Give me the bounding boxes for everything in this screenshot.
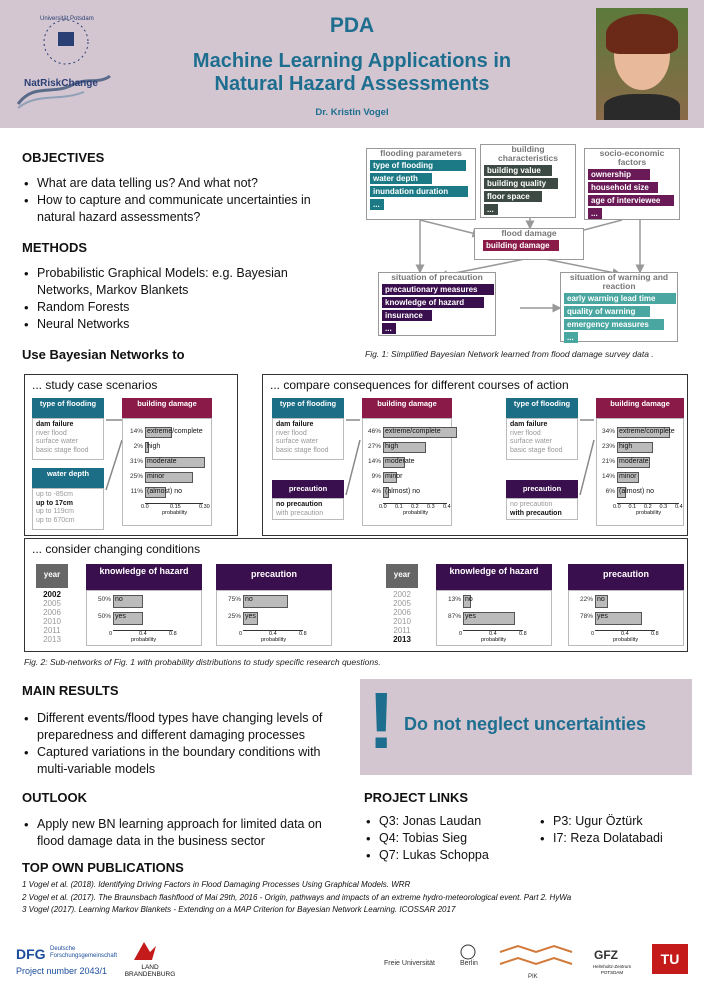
bn-heading: Use Bayesian Networks to — [22, 347, 185, 362]
bar-value-label: 78% — [579, 613, 593, 620]
header-building-damage: building damage — [362, 398, 452, 418]
precaution-states-box — [506, 498, 578, 520]
list-item: • Q7: Lukas Schoppa — [364, 847, 524, 864]
header-year: year — [386, 564, 418, 588]
precaution-states-box — [272, 498, 344, 520]
list-item: • What are data telling us? And what not? — [22, 175, 332, 192]
pik-logo: PIK — [528, 974, 538, 980]
author-photo — [596, 8, 688, 120]
x-tick-label: 0.0 — [613, 504, 621, 510]
year-list — [36, 590, 68, 644]
chart-bar: extreme/complete — [617, 427, 670, 438]
panel-title: ... study case scenarios — [32, 378, 158, 392]
fig2-caption: Fig. 2: Sub-networks of Fig. 1 with probability distributions to study specific research questions. — [24, 657, 381, 667]
year-selected: 2002 — [43, 590, 61, 599]
state: basic stage flood — [36, 446, 89, 454]
state: surface water — [276, 438, 319, 445]
state: river flood — [36, 429, 67, 437]
node-tag: ... — [382, 323, 396, 334]
node-flood-damage — [474, 228, 584, 260]
objectives-list — [22, 175, 332, 226]
dfg-logo: DFG — [16, 946, 46, 962]
flood-states-box — [32, 418, 104, 460]
flood-states-box — [506, 418, 578, 460]
chart-bar: extreme/complete — [145, 427, 172, 438]
node-tag: water depth — [370, 173, 432, 184]
author: Dr. Kristin Vogel — [315, 107, 389, 118]
node-flooding-parameters — [366, 148, 476, 220]
list-item: • Q3: Jonas Laudan — [364, 813, 524, 830]
year: 2011 — [43, 626, 61, 635]
bar-value-label: 46% — [367, 428, 381, 435]
year: 2006 — [393, 608, 411, 617]
x-tick-label: 0.4 — [489, 631, 497, 637]
bar-value-label: 14% — [367, 458, 381, 465]
flood-states-box — [272, 418, 344, 460]
state: basic stage flood — [276, 446, 329, 454]
x-tick-label: 0.3 — [659, 504, 668, 510]
state-selected: dam failure — [510, 421, 548, 428]
x-tick-label: 0.2 — [644, 504, 652, 510]
x-axis-label: probability — [131, 637, 157, 643]
node-building-characteristics — [480, 144, 576, 218]
chart-bar: moderate — [145, 457, 205, 468]
outlook-list — [22, 816, 352, 850]
header-precaution: precaution — [568, 564, 684, 590]
panel-title: ... consider changing conditions — [32, 542, 201, 556]
bar-value-label: 21% — [601, 458, 615, 465]
list-item: • How to capture and communicate uncertainties in natural hazard assessments? — [22, 192, 332, 226]
fu-seal-icon — [456, 944, 480, 960]
chart-bar: extreme/complete — [383, 427, 457, 438]
chart-knowledge-2002 — [86, 590, 202, 646]
node-tag: ... — [484, 204, 498, 215]
x-tick-label: 0 — [591, 631, 595, 637]
bar-value-label: 14% — [601, 473, 615, 480]
methods-list — [22, 265, 292, 333]
chart-study-case — [122, 418, 212, 526]
node-situation-precaution — [378, 272, 496, 336]
chart-bar: (almost) no — [383, 487, 389, 498]
x-axis-label: probability — [636, 510, 662, 516]
chart-bar: high — [383, 442, 426, 453]
tu-logo: TU — [652, 944, 688, 974]
year: 2013 — [43, 635, 61, 644]
node-title: situation of precaution — [391, 272, 483, 282]
panel-title: ... compare consequences for different courses of action — [270, 378, 569, 392]
state-selected: dam failure — [36, 421, 74, 428]
node-tag: early warning lead time — [564, 293, 676, 304]
publications-list — [22, 879, 692, 917]
dfg-subtitle: Deutsche Forschungsgemeinschaft — [50, 946, 118, 959]
x-tick-label: 0.30 — [199, 504, 210, 510]
results-list — [22, 710, 352, 778]
list-item: • Different events/flood types have changing levels of preparedness and different damaging processes — [22, 710, 352, 744]
header-knowledge: knowledge of hazard — [86, 564, 202, 590]
header-type-of-flooding: type of flooding — [506, 398, 578, 418]
list-item: • Neural Networks — [22, 316, 292, 333]
chart-bar: no — [463, 595, 471, 608]
x-tick-label: 0.0 — [141, 504, 149, 510]
state-selected: with precaution — [510, 509, 562, 517]
chart-knowledge-2013 — [436, 590, 552, 646]
publication: 1 Vogel et al. (2018). Identifying Driving Factors in Flood Damaging Processes Using Graphical Models. WRR — [22, 880, 411, 889]
outlook-heading: OUTLOOK — [22, 790, 87, 805]
state: up to 670cm — [36, 516, 75, 524]
chart-bar: (almost) no — [145, 487, 166, 498]
links-list-2 — [538, 813, 698, 847]
year: 2002 — [393, 590, 411, 599]
node-title: building characteristics — [497, 144, 558, 163]
chart-bar: (almost) no — [617, 487, 626, 498]
node-tag: age of interviewee — [588, 195, 674, 206]
year: 2006 — [43, 608, 61, 617]
land-brandenburg-logo: LAND BRANDENBURG — [124, 964, 176, 978]
node-tag: floor space — [484, 191, 542, 202]
x-tick-label: 0.4 — [443, 504, 451, 510]
x-tick-label: 0.8 — [169, 631, 177, 637]
bar-value-label: 14% — [129, 428, 143, 435]
list-item: • Q4: Tobias Sieg — [364, 830, 524, 847]
callout-text: Do not neglect uncertainties — [404, 714, 647, 734]
year-list — [386, 590, 418, 644]
chart-precaution-2002 — [216, 590, 332, 646]
pik-logo-icon — [498, 942, 578, 972]
chart-bar: high — [145, 442, 149, 453]
node-socio-economic — [584, 148, 680, 220]
chart-no-precaution — [362, 418, 452, 526]
bar-value-label: 2% — [133, 443, 143, 450]
x-tick-label: 0 — [459, 631, 463, 637]
callout-box — [360, 676, 692, 775]
node-tag: knowledge of hazard — [382, 297, 484, 308]
x-tick-label: 0 — [239, 631, 243, 637]
state-selected: up to 17cm — [36, 499, 73, 507]
state: with precaution — [276, 509, 324, 517]
state-selected: no precaution — [276, 501, 323, 508]
state-selected: dam failure — [276, 421, 314, 428]
gfz-logo: GFZ — [594, 948, 618, 962]
year: 2005 — [393, 599, 411, 608]
list-item: • P3: Ugur Öztürk — [538, 813, 698, 830]
header-precaution: precaution — [506, 480, 578, 498]
state: up to -85cm — [36, 491, 73, 498]
bar-value-label: 50% — [97, 613, 111, 620]
exclamation-icon: ! — [368, 676, 395, 765]
node-tag: quality of warning — [564, 306, 650, 317]
node-tag: insurance — [382, 310, 432, 321]
year: 2010 — [43, 617, 61, 626]
header-knowledge: knowledge of hazard — [436, 564, 552, 590]
results-heading: MAIN RESULTS — [22, 683, 119, 698]
x-axis-label: probability — [162, 510, 188, 516]
chart-bar: moderate — [617, 457, 650, 468]
brandenburg-eagle-icon — [130, 938, 160, 964]
bar-value-label: 34% — [601, 428, 615, 435]
list-item: • Apply new BN learning approach for limited data on flood damage data in the business sector — [22, 816, 352, 850]
links-list — [364, 813, 524, 864]
logo-text: NatRiskChange — [24, 78, 98, 89]
bar-value-label: 23% — [601, 443, 615, 450]
year: 2005 — [43, 599, 61, 608]
node-title: flooding parameters — [380, 148, 462, 158]
header-year: year — [36, 564, 68, 588]
chart-bar: no — [595, 595, 608, 608]
node-tag: building quality — [484, 178, 558, 189]
objectives-heading: OBJECTIVES — [22, 150, 105, 165]
state: basic stage flood — [510, 446, 563, 454]
state: up to 119cm — [36, 508, 75, 515]
publication: 3 Vogel (2017). Learning Markov Blankets - Extending on a MAP Criterion for Bayesian Network Learning. ICOSSAR 2017 — [22, 905, 456, 914]
x-tick-label: 0.4 — [621, 631, 629, 637]
bar-value-label: 75% — [227, 596, 241, 603]
node-tag: ... — [564, 332, 578, 343]
list-item: • Random Forests — [22, 299, 292, 316]
bar-value-label: 4% — [371, 488, 381, 495]
year: 2011 — [393, 626, 411, 635]
x-tick-label: 0.1 — [395, 504, 403, 510]
header-building-damage: building damage — [122, 398, 212, 418]
list-item: • I7: Reza Dolatabadi — [538, 830, 698, 847]
node-tag: building value — [484, 165, 552, 176]
depth-states-box — [32, 488, 104, 530]
fu-logo-city: Berlin — [460, 960, 478, 967]
page-title: Machine Learning Applications in — [192, 50, 512, 72]
state: river flood — [510, 429, 541, 437]
year: 2010 — [393, 617, 411, 626]
x-tick-label: 0.3 — [427, 504, 435, 510]
x-axis-label: probability — [403, 510, 429, 516]
bar-value-label: 27% — [367, 443, 381, 450]
chart-bar: high — [617, 442, 653, 453]
node-tag: household size — [588, 182, 658, 193]
bar-value-label: 6% — [605, 488, 615, 495]
x-tick-label: 0.8 — [651, 631, 659, 637]
x-tick-label: 0.4 — [139, 631, 147, 637]
node-tag: ownership — [588, 169, 650, 180]
x-axis-label: probability — [481, 637, 507, 643]
node-tag: building damage — [483, 240, 559, 251]
bar-value-label: 13% — [447, 596, 461, 603]
header-type-of-flooding: type of flooding — [272, 398, 344, 418]
publications-heading: TOP OWN PUBLICATIONS — [22, 860, 184, 875]
bar-value-label: 25% — [227, 613, 241, 620]
chart-bar: minor — [617, 472, 639, 483]
bar-value-label: 87% — [447, 613, 461, 620]
state: river flood — [276, 429, 307, 437]
bar-value-label: 25% — [129, 473, 143, 480]
x-tick-label: 0.2 — [411, 504, 419, 510]
logo-university: Universität Potsdam — [40, 16, 94, 22]
state: surface water — [510, 438, 553, 445]
page-title-line2: Natural Hazard Assessments — [214, 73, 490, 95]
x-tick-label: 0 — [109, 631, 113, 637]
bar-value-label: 9% — [371, 473, 381, 480]
node-title: situation of warning and reaction — [569, 272, 669, 291]
node-tag: emergency measures — [564, 319, 664, 330]
x-tick-label: 0.15 — [170, 504, 181, 510]
fig1-caption: Fig. 1: Simplified Bayesian Network learned from flood damage survey data . — [365, 349, 654, 359]
x-tick-label: 0.4 — [675, 504, 683, 510]
list-item: • Captured variations in the boundary conditions with multi-variable models — [22, 744, 352, 778]
header-precaution: precaution — [272, 480, 344, 498]
node-tag: ... — [370, 199, 384, 210]
header-water-depth: water depth — [32, 468, 104, 488]
node-tag: inundation duration — [370, 186, 468, 197]
project-number: Project number 2043/1 — [16, 966, 108, 976]
chart-bar: no — [243, 595, 288, 608]
fu-logo: Freie Universität — [384, 960, 435, 967]
chart-bar: no — [113, 595, 143, 608]
poster-code: PDA — [329, 14, 375, 37]
x-axis-label: probability — [613, 637, 639, 643]
gfz-subtitle: Helmholtz-Zentrum POTSDAM — [592, 964, 632, 975]
node-tag: precautionary measures — [382, 284, 494, 295]
x-tick-label: 0.8 — [299, 631, 307, 637]
methods-heading: METHODS — [22, 240, 87, 255]
chart-bar: minor — [383, 472, 397, 483]
node-tag: type of flooding — [370, 160, 466, 171]
x-tick-label: 0.8 — [519, 631, 527, 637]
header-type-of-flooding: type of flooding — [32, 398, 104, 418]
chart-bar: moderate — [383, 457, 405, 468]
node-tag: ... — [588, 208, 602, 219]
x-tick-label: 0.1 — [628, 504, 637, 510]
chart-bar: yes — [463, 612, 515, 625]
node-situation-warning — [560, 272, 678, 342]
bar-value-label: 31% — [129, 458, 143, 465]
x-tick-label: 0.4 — [269, 631, 277, 637]
chart-precaution-2013 — [568, 590, 684, 646]
chart-bar: yes — [243, 612, 258, 625]
publication: 2 Vogel et al. (2017). The Braunsbach flashflood of Mai 29th, 2016 - Origin, pathways and impacts of an extreme hydro-meteorological event. Part 2. HyWa — [22, 892, 572, 902]
header-precaution: precaution — [216, 564, 332, 590]
x-tick-label: 0.0 — [379, 504, 387, 510]
state: no precaution — [510, 501, 553, 508]
year-selected: 2013 — [393, 635, 411, 644]
bar-value-label: 22% — [579, 596, 593, 603]
state: surface water — [36, 438, 79, 445]
links-heading: PROJECT LINKS — [364, 790, 469, 805]
header-building-damage: building damage — [596, 398, 684, 418]
chart-bar: minor — [145, 472, 193, 483]
chart-with-precaution — [596, 418, 684, 526]
node-title: flood damage — [501, 228, 557, 238]
bar-value-label: 11% — [130, 488, 143, 495]
bar-value-label: 50% — [97, 596, 111, 603]
chart-bar: yes — [595, 612, 642, 625]
node-title: socio-economic factors — [599, 148, 665, 167]
list-item: • Probabilistic Graphical Models: e.g. Bayesian Networks, Markov Blankets — [22, 265, 292, 299]
x-axis-label: probability — [261, 637, 287, 643]
chart-bar: yes — [113, 612, 143, 625]
